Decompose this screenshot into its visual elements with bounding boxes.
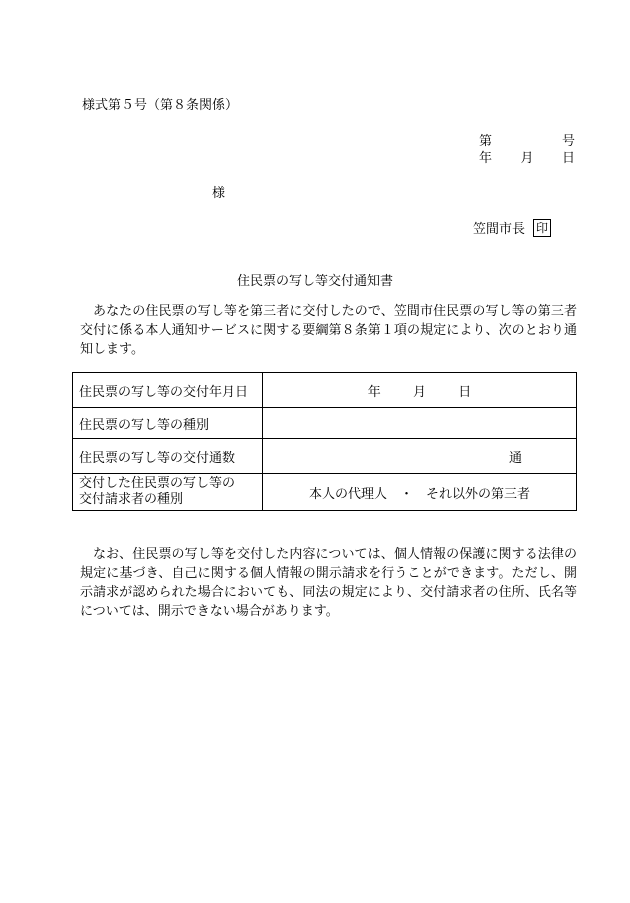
document-number-suffix: 号 xyxy=(561,134,575,149)
count-cell: 通 xyxy=(263,439,577,474)
row-label: 住民票の写し等の種別 xyxy=(73,408,263,439)
form-number: 様式第５号（第８条関係） xyxy=(82,98,239,113)
table-row xyxy=(73,373,577,408)
cell-day: 日 xyxy=(458,384,472,400)
row-label-line1: 交付した住民票の写し等の xyxy=(79,476,236,491)
row-label: 住民票の写し等の交付年月日 xyxy=(73,373,263,408)
detail-table xyxy=(72,372,577,511)
cell-year: 年 xyxy=(367,384,381,400)
table-row xyxy=(73,408,577,439)
notes-paragraph: なお、住民票の写し等を交付した内容については、個人情報の保護に関する法律の規定に基づき、自己に関する個人情報の開示請求を行うことができます。ただし、開示請求が認められた場合においても、同法の規定により、交付請求者の住所、氏名等については、開示できない場合があります。 xyxy=(80,547,577,619)
intro-paragraph: あなたの住民票の写し等を第三者に交付したので、笠間市住民票の写し等の第三者交付に係る本人通知サービスに関する要綱第８条第１項の規定により、次のとおり通知します。 xyxy=(80,304,577,357)
document-number-prefix: 第 xyxy=(479,134,493,149)
requester-type-cell: 本人の代理人 ・ それ以外の第三者 xyxy=(263,474,577,511)
date-year: 年 xyxy=(479,151,493,166)
issuer-name: 笠間市長 xyxy=(473,222,526,237)
seal-mark: 印 xyxy=(533,219,551,237)
issuer xyxy=(473,218,551,237)
table-row xyxy=(73,474,577,511)
recipient-honorific: 様 xyxy=(212,186,226,201)
table-row xyxy=(73,439,577,474)
date-month: 月 xyxy=(520,151,534,166)
row-label: 住民票の写し等の交付通数 xyxy=(73,439,263,474)
type-cell xyxy=(263,408,577,439)
issue-date-cell xyxy=(263,373,577,408)
issue-date xyxy=(479,147,575,166)
date-day: 日 xyxy=(561,151,575,166)
document-title: 住民票の写し等交付通知書 xyxy=(236,274,393,289)
cell-month: 月 xyxy=(412,384,426,400)
row-label-line2: 交付請求者の種別 xyxy=(79,492,184,507)
row-label xyxy=(73,474,263,511)
